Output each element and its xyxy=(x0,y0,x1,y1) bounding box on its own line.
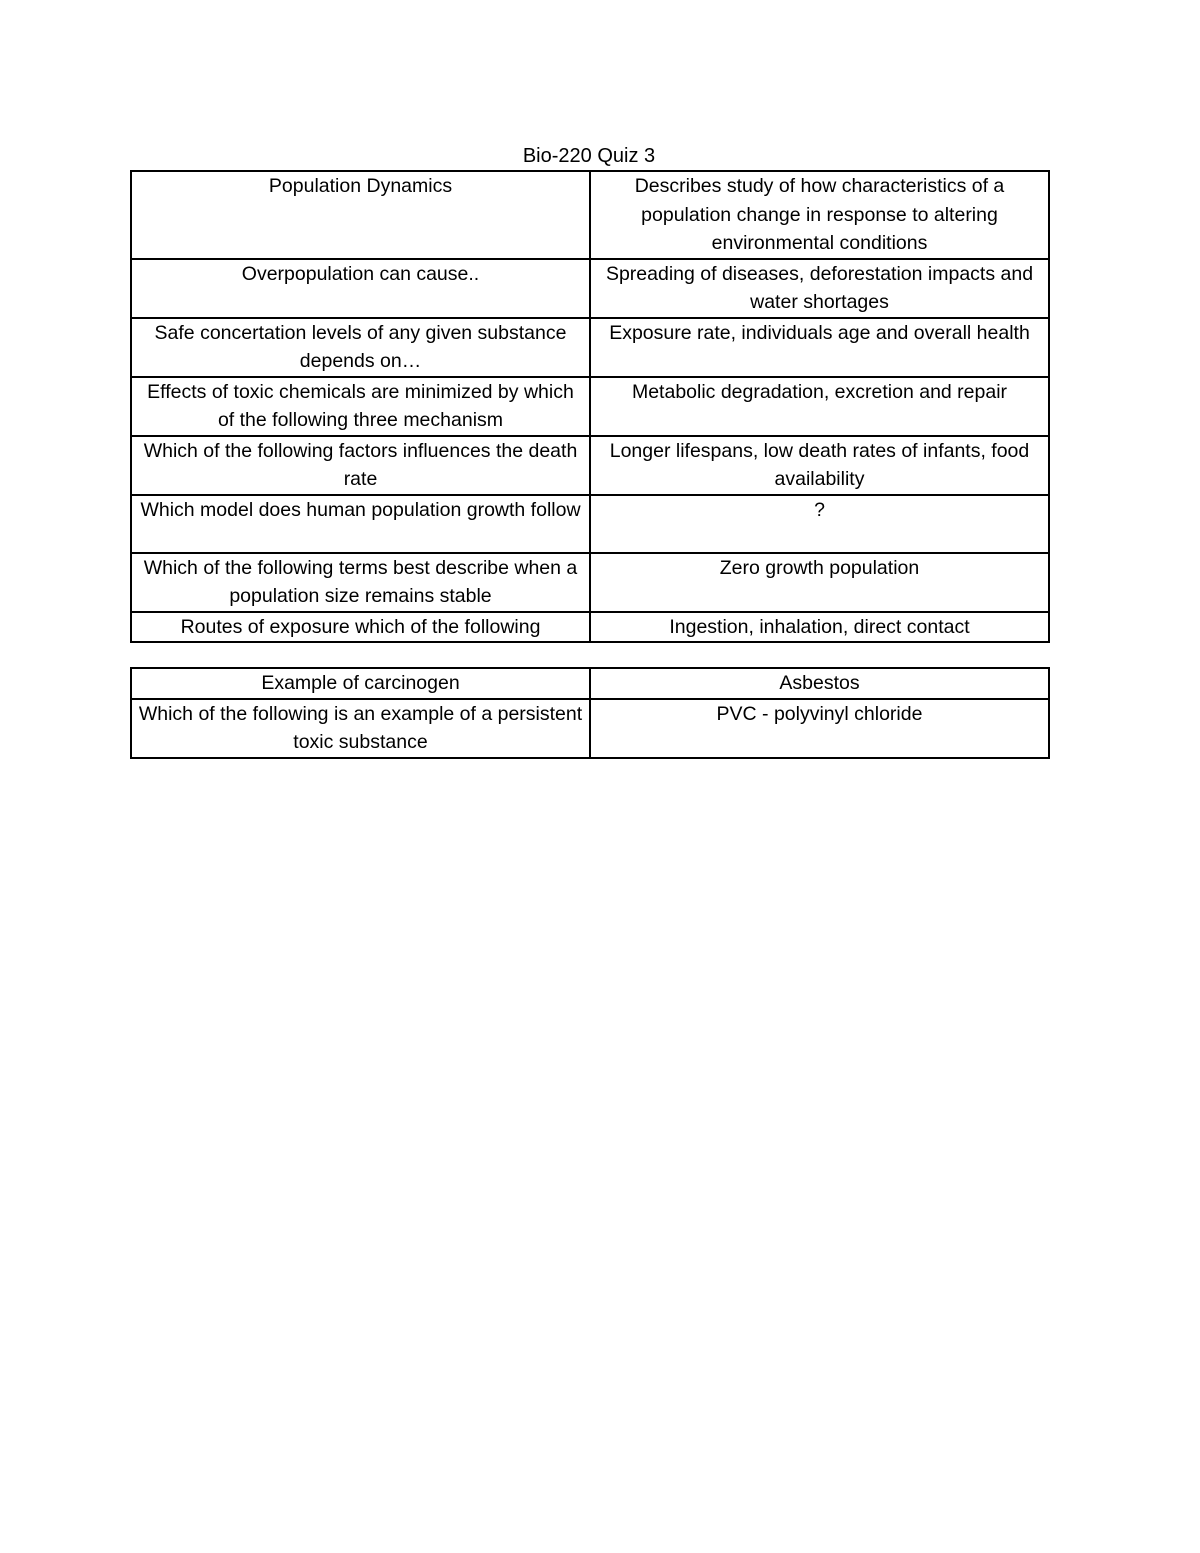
question-cell: Which of the following terms best describe when a population size remains stable xyxy=(131,553,590,612)
question-cell: Routes of exposure which of the following xyxy=(131,612,590,643)
answer-cell: Metabolic degradation, excretion and repair xyxy=(590,377,1049,436)
table-row xyxy=(131,699,1049,758)
answer-cell: Describes study of how characteristics of a population change in response to altering environmental conditions xyxy=(590,171,1049,259)
question-cell: Which of the following factors influences the death rate xyxy=(131,436,590,495)
table-row xyxy=(131,668,1049,699)
question-cell: Population Dynamics xyxy=(131,171,590,259)
table-row xyxy=(131,171,1049,259)
question-cell: Example of carcinogen xyxy=(131,668,590,699)
answer-cell: Ingestion, inhalation, direct contact xyxy=(590,612,1049,643)
question-cell: Which of the following is an example of a persistent toxic substance xyxy=(131,699,590,758)
answer-cell: Zero growth population xyxy=(590,553,1049,612)
table-row xyxy=(131,495,1049,553)
table-row xyxy=(131,436,1049,495)
page-title: Bio-220 Quiz 3 xyxy=(522,145,656,167)
answer-cell: Spreading of diseases, deforestation impacts and water shortages xyxy=(590,259,1049,318)
table-row xyxy=(131,259,1049,318)
answer-cell: Longer lifespans, low death rates of infants, food availability xyxy=(590,436,1049,495)
quiz-table-extra xyxy=(130,667,1050,759)
question-cell: Which model does human population growth follow xyxy=(131,495,590,553)
quiz-table xyxy=(130,170,1050,643)
question-cell: Safe concertation levels of any given substance depends on… xyxy=(131,318,590,377)
table-row xyxy=(131,318,1049,377)
answer-cell: Exposure rate, individuals age and overall health xyxy=(590,318,1049,377)
table-row xyxy=(131,377,1049,436)
table-row xyxy=(131,553,1049,612)
answer-cell: Asbestos xyxy=(590,668,1049,699)
answer-cell: PVC - polyvinyl chloride xyxy=(590,699,1049,758)
answer-cell: ? xyxy=(590,495,1049,553)
table-row xyxy=(131,612,1049,643)
question-cell: Overpopulation can cause.. xyxy=(131,259,590,318)
question-cell: Effects of toxic chemicals are minimized by which of the following three mechanism xyxy=(131,377,590,436)
